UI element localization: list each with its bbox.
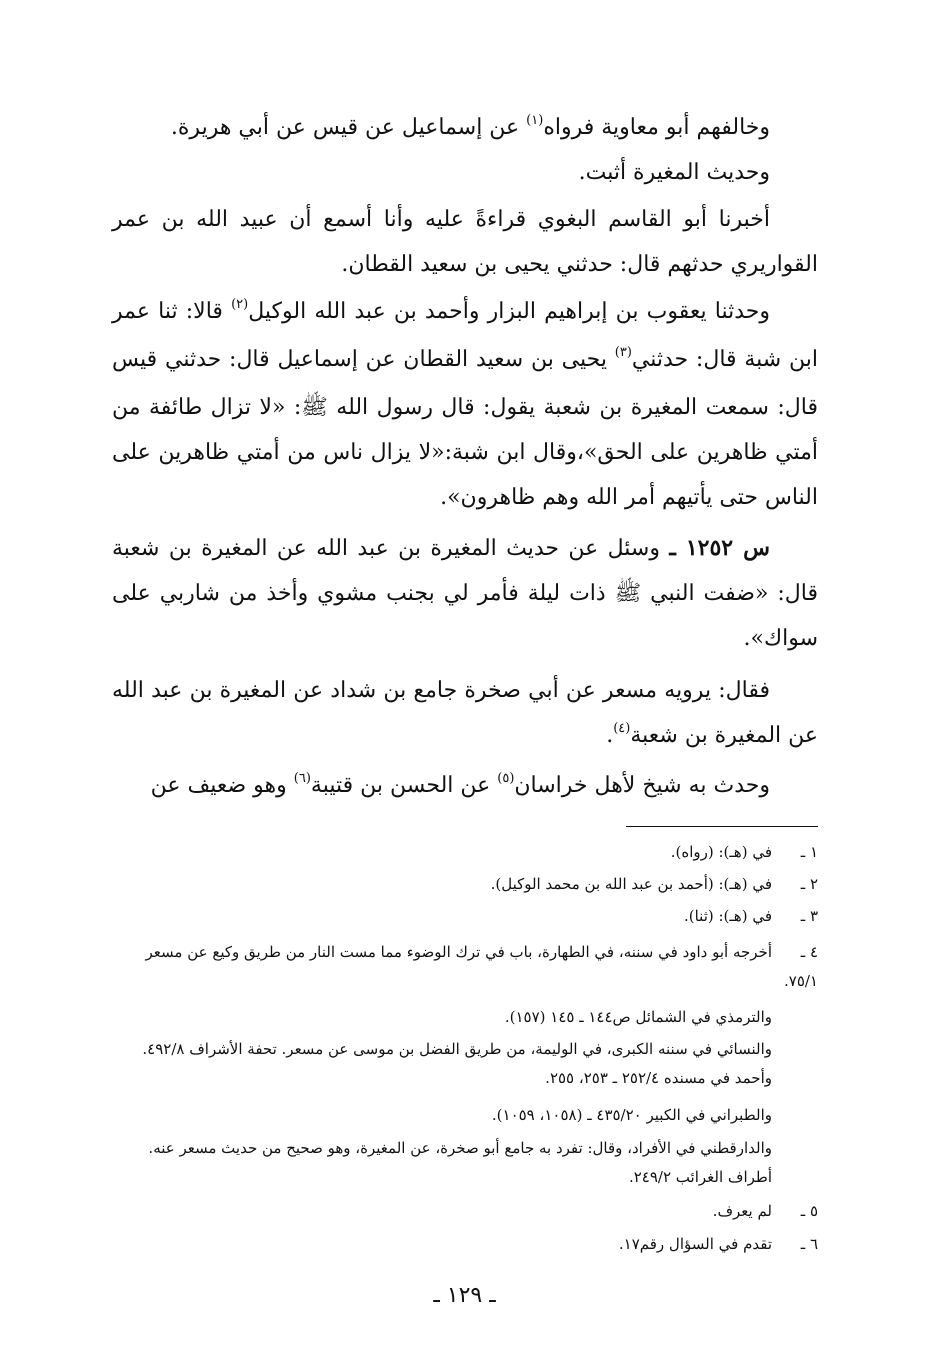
page-number: ـ ١٢٩ ـ <box>433 1283 496 1308</box>
footnote-ref-6: (٦) <box>293 771 311 786</box>
paragraph-1-text: وخالفهم أبو معاوية فرواه <box>543 115 770 140</box>
paragraph-4-text-mid: قالا: ثنا عمر ابن شبة قال: حدثني <box>112 299 818 372</box>
footnote-number: ٥ ـ <box>800 1202 818 1220</box>
paragraph-2 <box>112 150 818 195</box>
paragraph-5-text-end: . <box>606 723 614 748</box>
paragraph-3-text: أخبرنا أبو القاسم البغوي قراءةً عليه وأنا أسمع أن عبيد الله بن عمر القواريري حدثهم قال: حدثني يحيى بن سعيد القطان. <box>112 207 818 277</box>
paragraph-4 <box>112 289 818 520</box>
footnote-ref-1: (١) <box>526 113 544 128</box>
footnote-3 <box>118 902 818 931</box>
footnote-text: في (هـ): (ثنا). <box>683 907 772 925</box>
footnote-4-continuation-2 <box>118 1035 772 1064</box>
footnote-ref-3: (٣) <box>614 345 632 360</box>
paragraph-4-text-end: يحيى بن سعيد القطان عن إسماعيل قال: حدثني قيس قال: سمعت المغيرة بن شعبة يقول: قال رسول الله ﷺ: «لا تزال طائفة من أمتي ظاهرين على الحق»،وقال ابن شبة:«لا يزال ناس من أمتي ظاهرين على الناس حتى يأتيهم أمر الله وهم ظاهرون». <box>112 347 818 510</box>
footnote-number: ٦ ـ <box>800 1235 818 1253</box>
footnote-4-continuation-4 <box>118 1101 772 1130</box>
footnote-number: ٤ ـ <box>800 943 818 961</box>
footnote-number: ١ ـ <box>800 843 818 861</box>
paragraph-6-text: وحدث به شيخ لأهل خراسان <box>514 773 770 798</box>
footnote-1 <box>118 838 818 867</box>
footnote-text: والطبراني في الكبير ٤٣٥/٢٠ ـ (١٠٥٨، ١٠٥٩). <box>491 1106 772 1124</box>
footnote-divider <box>626 826 818 827</box>
footnote-number: ٢ ـ <box>800 875 818 893</box>
footnote-text: والدارقطني في الأفراد، وقال: تفرد به جامع أبو صخرة، عن المغيرة، وهو صحيح من حديث مسعر عنه. أطراف الغرائب ٢٤٩/٢. <box>148 1139 772 1186</box>
paragraph-6-text-mid: عن الحسن بن قتيبة <box>310 773 498 798</box>
footnote-4-continuation-3 <box>118 1064 772 1093</box>
footnote-4-continuation-1 <box>118 1003 772 1032</box>
footnote-text: تقدم في السؤال رقم١٧. <box>618 1235 772 1253</box>
question-text: وسئل عن حديث المغيرة بن عبد الله عن المغيرة بن شعبة قال: «ضفت النبي ﷺ ذات ليلة فأمر لي بجنب مشوي وأخذ من شاربي على سواك». <box>112 536 818 651</box>
paragraph-1 <box>112 105 818 153</box>
paragraph-1-text-end: عن إسماعيل عن قيس عن أبي هريرة. <box>170 115 527 140</box>
footnote-text: والنسائي في سننه الكبرى، في الوليمة، من طريق الفضل بن موسى عن مسعر. تحفة الأشراف ٤٩٢/٨. <box>142 1040 772 1058</box>
footnote-text: والترمذي في الشمائل ص١٤٤ ـ ١٤٥ (١٥٧). <box>504 1008 772 1026</box>
question-paragraph <box>112 526 818 661</box>
footnote-4 <box>118 938 818 996</box>
footnote-ref-5: (٥) <box>497 771 515 786</box>
footnote-text: في (هـ): (أحمد بن عبد الله بن محمد الوكيل). <box>490 875 772 893</box>
paragraph-3 <box>112 197 818 287</box>
footnote-ref-4: (٤) <box>613 721 631 736</box>
footnote-text: في (هـ): (رواه). <box>670 843 772 861</box>
footnote-text: لم يعرف. <box>712 1202 772 1220</box>
paragraph-2-text: وحديث المغيرة أثبت. <box>578 160 770 185</box>
footnote-5 <box>118 1197 818 1226</box>
footnote-text: وأحمد في مسنده ٢٥٢/٤ ـ ٢٥٣، ٢٥٥. <box>545 1069 772 1087</box>
footnote-text: أخرجه أبو داود في سننه، في الطهارة، باب في ترك الوضوء مما مست النار من طريق وكيع عن مسعر ٧٥/١. <box>145 943 818 990</box>
paragraph-6-text-end: وهو ضعيف عن <box>150 773 294 798</box>
paragraph-5-text: فقال: يرويه مسعر عن أبي صخرة جامع بن شداد عن المغيرة بن عبد الله عن المغيرة بن شعبة <box>112 678 818 748</box>
footnote-4-continuation-5 <box>118 1134 772 1192</box>
footnote-6 <box>118 1230 818 1259</box>
paragraph-6 <box>112 763 818 811</box>
question-number: س ١٢٥٢ ـ <box>669 535 770 561</box>
footnote-ref-2: (٢) <box>231 297 249 312</box>
paragraph-4-text: وحدثنا يعقوب بن إبراهيم البزار وأحمد بن عبد الله الوكيل <box>248 299 770 324</box>
paragraph-5 <box>112 668 818 761</box>
footnote-number: ٣ ـ <box>800 907 818 925</box>
footnote-2 <box>118 870 818 899</box>
